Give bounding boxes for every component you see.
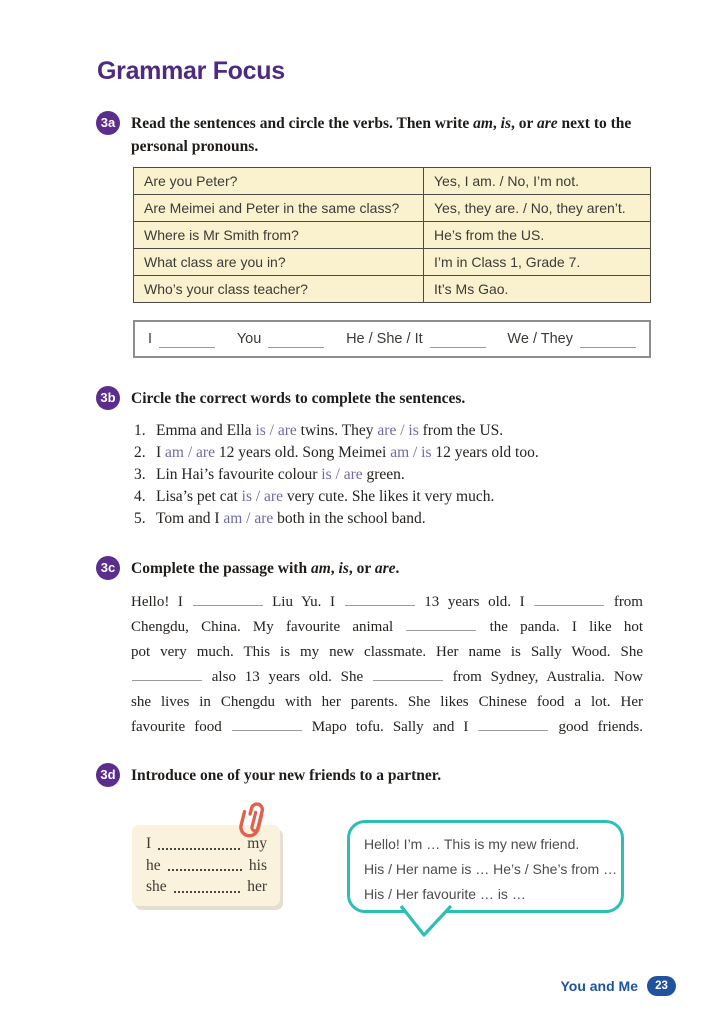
answer-cell: Yes, I am. / No, I’m not. (424, 168, 651, 195)
answer-cell: I’m in Class 1, Grade 7. (424, 249, 651, 276)
qa-table (133, 167, 651, 303)
sentence-item (134, 508, 646, 530)
sentence-text: both in the school band. (273, 510, 426, 527)
qa-row (134, 249, 651, 276)
sentence-item (134, 420, 646, 442)
pronoun-label: We / They (507, 331, 573, 347)
footer (560, 976, 676, 996)
sentence-number: 4. (134, 488, 146, 505)
question-cell: Are Meimei and Peter in the same class? (134, 195, 424, 222)
question-cell: Where is Mr Smith from? (134, 222, 424, 249)
answer-cell: He’s from the US. (424, 222, 651, 249)
section-3c-header (96, 556, 644, 580)
blank-line (406, 617, 476, 631)
sentence-text: I (156, 444, 166, 461)
choice-words: is / are (241, 488, 283, 505)
pronoun-item (507, 330, 636, 348)
sentence-text: green. (362, 466, 405, 483)
sentence-text: twins. They (296, 422, 378, 439)
dotted-leader (158, 848, 240, 850)
blank-line (478, 717, 548, 731)
passage-line (131, 615, 643, 640)
sentence-text: Tom and I (156, 510, 224, 527)
keyword-am: am (310, 560, 331, 577)
passage-line (131, 640, 643, 665)
note-row (146, 855, 267, 877)
qa-row (134, 168, 651, 195)
vocab-note (132, 825, 280, 906)
question-cell: What class are you in? (134, 249, 424, 276)
passage-text: she lives in Chengdu with her parents. She likes Chinese food a lot. Her (131, 694, 643, 710)
note-possessive: my (247, 835, 267, 852)
blank-line (159, 333, 215, 348)
blank-line (373, 667, 443, 681)
passage-text: 13 years old. I (415, 594, 534, 610)
blank-line (345, 592, 415, 606)
sentence-text: 12 years old. Song Meimei (214, 444, 391, 461)
section-3d-instruction: Introduce one of your new friends to a partner. (131, 767, 442, 784)
sentence-text: from the US. (418, 422, 504, 439)
passage-line (131, 665, 643, 690)
passage-text: pot very much. This is my new classmate. Her name is Sally Wood. She (131, 644, 643, 660)
keyword-are: are (537, 115, 558, 132)
sentence-item (134, 464, 646, 486)
section-3b-badge: 3b (96, 386, 120, 410)
note-possessive: his (248, 856, 267, 874)
note-possessive: her (247, 878, 267, 895)
section-3c-badge: 3c (96, 556, 120, 580)
bubble-tail (398, 904, 454, 937)
instruction-text: Read the sentences and circle the verbs. Then write (131, 115, 474, 132)
speech-bubble (347, 820, 624, 913)
note-row (146, 876, 267, 898)
note-pronoun: she (146, 878, 167, 895)
pronoun-item (346, 330, 486, 348)
sentence-number: 2. (134, 444, 146, 461)
passage-line (131, 690, 643, 715)
passage-text: favourite food (131, 719, 231, 735)
dotted-leader (168, 869, 242, 871)
section-3d-header (96, 763, 644, 787)
choice-words: is / are (321, 466, 363, 483)
pronoun-label: You (236, 331, 262, 347)
dotted-leader (174, 891, 241, 893)
keyword-is: is (338, 560, 349, 577)
passage-line (131, 715, 643, 740)
question-cell: Who’s your class teacher? (134, 276, 424, 303)
section-3b-header (96, 386, 644, 410)
bubble-line: His / Her name is … He’s / She’s from … (364, 861, 618, 877)
keyword-is: is (500, 115, 512, 132)
choice-words: am / are (165, 444, 215, 461)
bubble-line: Hello! I’m … This is my new friend. (364, 836, 580, 852)
sentence-text: 12 years old too. (431, 444, 539, 461)
question-cell: Are you Peter? (134, 168, 424, 195)
section-3c-instruction (131, 556, 399, 580)
section-3b-instruction: Circle the correct words to complete the sentences. (131, 390, 466, 407)
section-3d-badge: 3d (96, 763, 120, 787)
pronoun-item (237, 330, 324, 348)
sentence-text: Lisa’s pet cat (156, 488, 242, 505)
page-title: Grammar Focus (97, 57, 285, 85)
sentence-text: Lin Hai’s favourite colour (156, 466, 322, 483)
passage-text: good friends. (549, 719, 643, 735)
blank-line (193, 592, 263, 606)
choice-words: am / are (223, 510, 274, 527)
instruction-text: . (395, 560, 400, 577)
sentence-text: very cute. She likes it very much. (282, 488, 495, 505)
passage-text: Liu Yu. I (263, 594, 344, 610)
sentence-list (134, 420, 646, 530)
blank-line (268, 333, 324, 348)
note-pronoun: he (146, 856, 161, 874)
keyword-am: am (473, 115, 493, 132)
keyword-are: are (374, 560, 396, 577)
answer-cell: It’s Ms Gao. (424, 276, 651, 303)
sentence-number: 5. (134, 510, 146, 527)
passage-text: also 13 years old. She (203, 669, 372, 685)
pronoun-item (148, 330, 215, 348)
choice-words: am / is (390, 444, 432, 461)
blank-line (132, 667, 202, 681)
instruction-text: , or (348, 560, 375, 577)
sentence-number: 1. (134, 422, 146, 439)
choice-words: is / are (255, 422, 297, 439)
passage-text: Hello! I (131, 594, 192, 610)
sentence-number: 3. (134, 466, 146, 483)
instruction-text: , (330, 560, 339, 577)
instruction-text: next to the personal pronouns. (131, 115, 632, 155)
qa-row (134, 222, 651, 249)
blank-line (580, 333, 636, 348)
section-3a-badge: 3a (96, 111, 120, 135)
note-pronoun: I (146, 835, 152, 852)
blank-line (534, 592, 604, 606)
choice-words: are / is (377, 422, 419, 439)
answer-cell: Yes, they are. / No, they aren’t. (424, 195, 651, 222)
passage-text: from (605, 594, 643, 610)
passage-text: from Sydney, Australia. Now (443, 669, 643, 685)
blank-line (232, 717, 302, 731)
instruction-text: , (492, 115, 501, 132)
qa-row (134, 195, 651, 222)
sentence-text: Emma and Ella (156, 422, 256, 439)
instruction-text: , or (511, 115, 537, 132)
section-3a-header (96, 111, 644, 158)
passage-text: Mapo tofu. Sally and I (302, 719, 478, 735)
section-3a-instruction (131, 111, 636, 158)
passage-text: Chengdu, China. My favourite animal (131, 619, 406, 635)
qa-row (134, 276, 651, 303)
pronoun-label: He / She / It (346, 331, 423, 347)
passage-text: the panda. I like hot (477, 619, 643, 635)
passage (131, 590, 643, 740)
bubble-line: His / Her favourite … is … (364, 886, 526, 902)
page-number-badge: 23 (647, 976, 676, 996)
unit-title: You and Me (560, 978, 638, 994)
sentence-item (134, 486, 646, 508)
sentence-item (134, 442, 646, 464)
pronoun-fill-box (133, 320, 651, 358)
pronoun-label: I (148, 331, 153, 347)
blank-line (430, 333, 486, 348)
passage-line (131, 590, 643, 615)
instruction-text: Complete the passage with (131, 560, 311, 577)
